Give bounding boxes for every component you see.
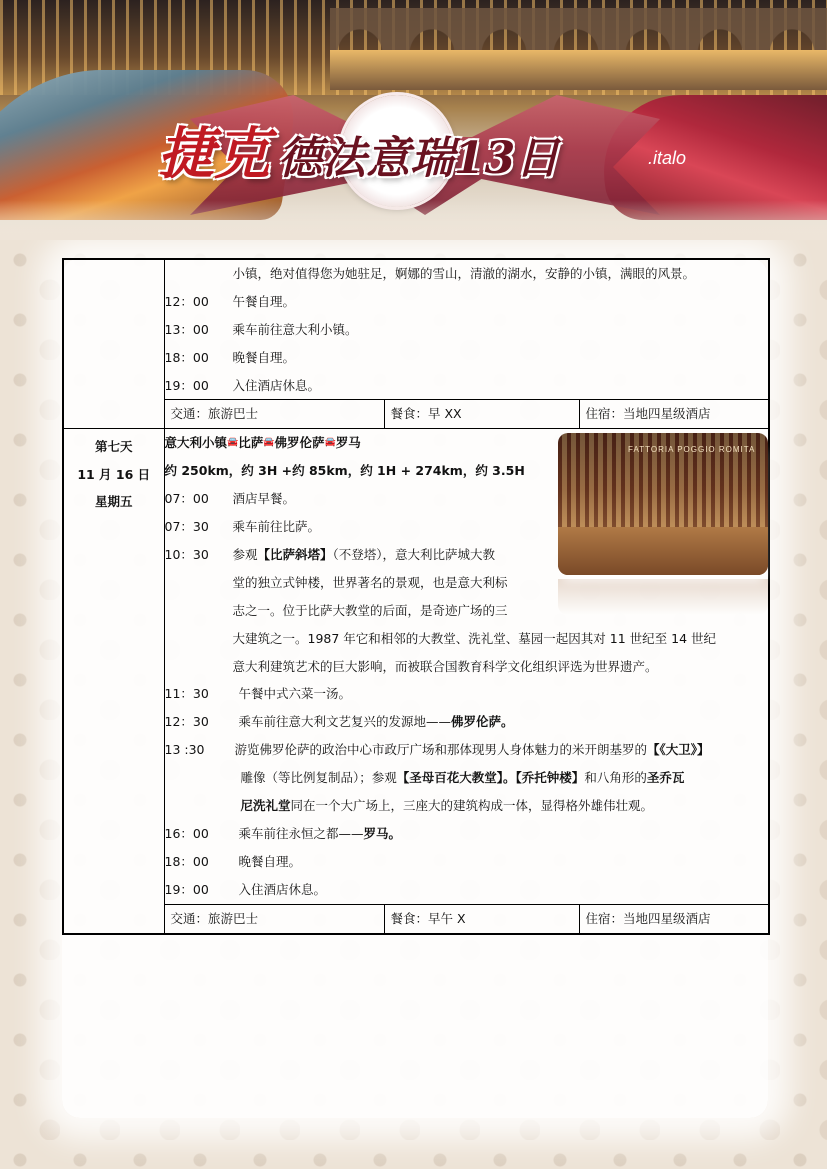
photo-sign: FATTORIA POGGIO ROMITA (628, 445, 756, 455)
hotel-cell: 住宿：当地四星级酒店 (579, 904, 769, 934)
schedule-item: 11：30 午餐中式六菜一汤。 (164, 686, 352, 702)
schedule-item: 16：00 乘车前往永恒之都——罗马。 (164, 825, 402, 841)
banner-fade (0, 200, 827, 240)
day6-day-cell (63, 259, 164, 429)
route-line: 意大利小镇🚘比萨🚘佛罗伦萨🚘罗马 (164, 435, 361, 451)
day-label: 第七天 (94, 439, 133, 455)
itinerary-table (62, 258, 770, 935)
schedule-item: 13：00 乘车前往意大利小镇。 (164, 321, 358, 337)
day7-schedule (164, 429, 769, 904)
day7-footer-row (63, 904, 769, 934)
car-icon: 🚘 (324, 438, 336, 448)
day6-body-row (63, 259, 769, 400)
header-banner (0, 0, 827, 240)
italo-logo: .italo (648, 148, 687, 168)
car-icon: 🚘 (263, 438, 275, 448)
day6-footer-row (63, 400, 769, 429)
schedule-item: 13 :30 游览佛罗伦萨的政治中心市政厅广场和那体现男人身体魅力的米开朗基罗的【《大卫》】 (164, 742, 710, 758)
schedule-item: 小镇，绝对值得您为她驻足，婀娜的雪山，清澈的湖水，安静的小镇，满眼的风景。 (232, 266, 696, 281)
day7-day-cell (63, 429, 164, 934)
schedule-item: 07：00 酒店早餐。 (164, 491, 296, 507)
transport-cell: 交通：旅游巴士 (164, 400, 384, 429)
schedule-item: 志之一。位于比萨大教堂的后面，是奇迹广场的三 (232, 602, 508, 618)
schedule-item: 尼洗礼堂同在一个大广场上，三座大的建筑构成一体，显得格外雄伟壮观。 (240, 798, 654, 814)
distance-line: 约 250km，约 3H +约 85km，约 1H + 274km，约 3.5H (164, 463, 525, 479)
schedule-item: 意大利建筑艺术的巨大影响，而被联合国教育科学文化组织评选为世界遗产。 (232, 658, 658, 674)
schedule-item: 10：30 参观【比萨斜塔】（不登塔），意大利比萨城大教 (164, 547, 496, 563)
river-image (330, 50, 827, 90)
day6-schedule (164, 259, 769, 400)
photo-reflection (558, 579, 768, 615)
schedule-item: 堂的独立式钟楼，世界著名的景观，也是意大利标 (232, 574, 508, 590)
photo-tables (558, 527, 768, 575)
schedule-item: 雕像（等比例复制品）；参观【圣母百花大教堂】。【乔托钟楼】和八角形的圣乔瓦 (240, 770, 685, 786)
day-date: 11 月 16 日 (77, 466, 151, 482)
day7-body-row (63, 429, 769, 904)
bridge-image (330, 8, 827, 54)
meals-cell: 餐食：早 XX (384, 400, 579, 429)
title-main: 捷克 (158, 121, 270, 187)
schedule-item: 18：00 晚餐自理。 (164, 349, 296, 365)
page-title (158, 110, 559, 190)
restaurant-photo (558, 433, 768, 575)
schedule-item: 12：30 乘车前往意大利文艺复兴的发源地——佛罗伦萨。 (164, 714, 514, 730)
schedule-item: 18：00 晚餐自理。 (164, 853, 302, 869)
schedule-item: 19：00 入住酒店休息。 (164, 881, 327, 897)
hotel-cell: 住宿：当地四星级酒店 (579, 400, 769, 429)
title-sub: 德法意瑞13日 (278, 133, 560, 184)
schedule-item: 07：30 乘车前往比萨。 (164, 519, 321, 535)
schedule-item: 大建筑之一。1987 年它和相邻的大教堂、洗礼堂、墓园一起因其对 11 世纪至 14 世纪 (232, 630, 716, 646)
day-weekday: 星期五 (94, 494, 133, 510)
schedule-item: 19：00 入住酒店休息。 (164, 377, 321, 393)
meals-cell: 餐食：早午 X (384, 904, 579, 934)
transport-cell: 交通：旅游巴士 (164, 904, 384, 934)
car-icon: 🚘 (227, 438, 239, 448)
schedule-item: 12：00 午餐自理。 (164, 293, 296, 309)
